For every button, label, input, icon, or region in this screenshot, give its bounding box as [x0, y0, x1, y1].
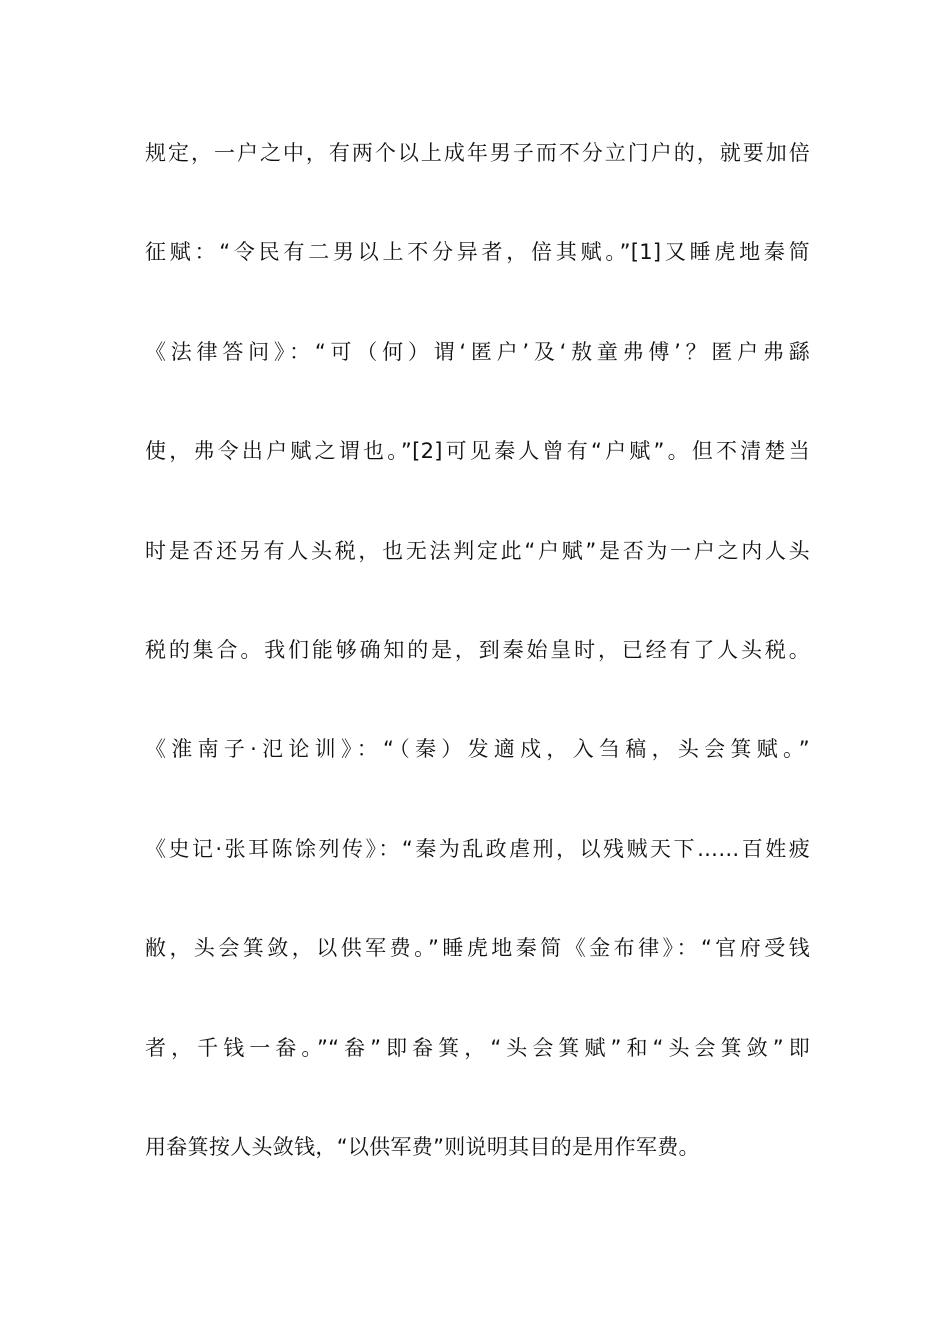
text-line-4: 使，弗令出户赋之谓也。”[2]可见秦人曾有“户赋”。但不清楚当: [145, 439, 810, 464]
text-line-6: 税的集合。我们能够确知的是，到秦始皇时，已经有了人头税。: [145, 637, 810, 662]
text-line-3: 《法律答问》：“可（何）谓‘匿户’及‘敖童弗傅’？匿户弗繇: [145, 339, 810, 364]
text-line-8: 《史记·张耳陈馀列传》：“秦为乱政虐刑，以残贼天下……百姓疲: [145, 836, 810, 861]
text-line-1: 规定，一户之中，有两个以上成年男子而不分立门户的，就要加倍: [145, 141, 810, 165]
body-text: [145, 128, 810, 1221]
text-line-5: 时是否还另有人头税，也无法判定此“户赋”是否为一户之内人头: [145, 538, 810, 563]
text-line-2: 征赋：“令民有二男以上不分异者，倍其赋。”[1]又睡虎地秦简: [145, 240, 810, 265]
text-line-11: 用畚箕按人头敛钱，“以供军费”则说明其目的是用作军费。: [145, 1134, 700, 1159]
text-line-7: 《淮南子·氾论训》：“（秦）发適戍，入刍稿，头会箕赋。”: [145, 737, 810, 762]
text-line-10: 者，千钱一畚。”“畚”即畚箕，“头会箕赋”和“头会箕敛”即: [145, 1035, 810, 1060]
text-line-9: 敝，头会箕敛，以供军费。”睡虎地秦简《金布律》：“官府受钱: [145, 936, 810, 961]
